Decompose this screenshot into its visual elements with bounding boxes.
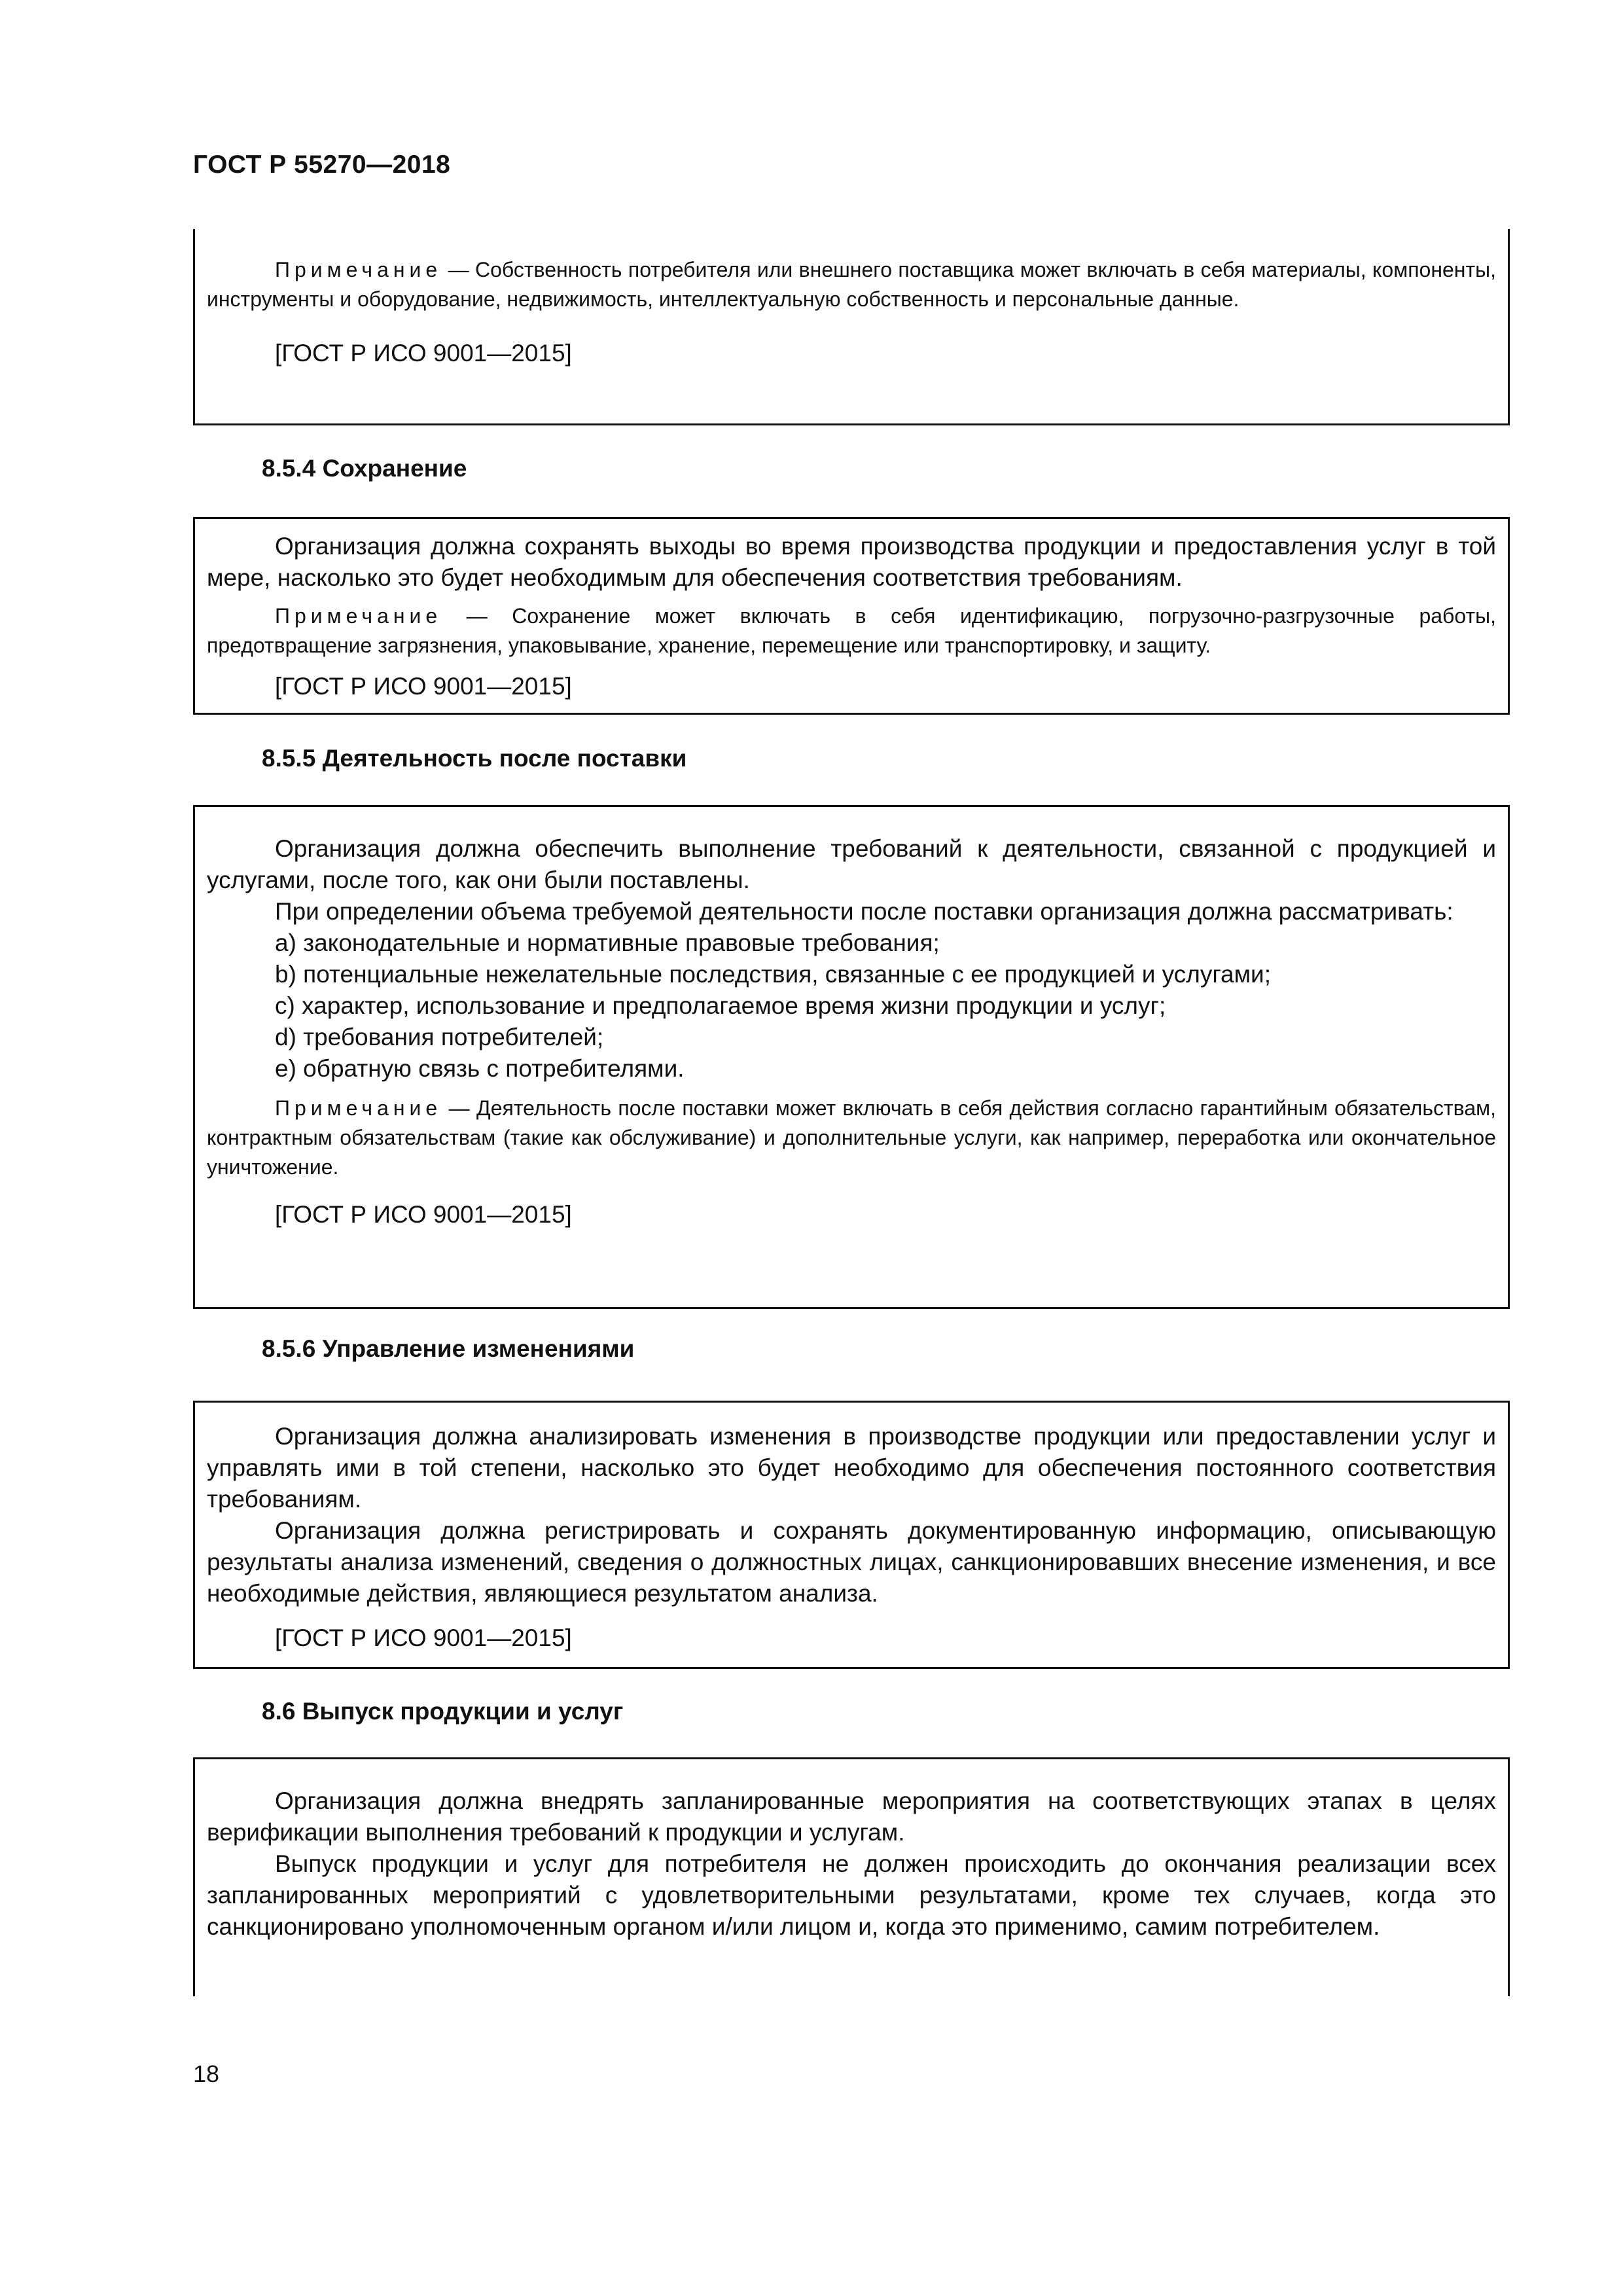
note-label: Примечание bbox=[275, 1096, 442, 1120]
note-paragraph bbox=[207, 1094, 1496, 1182]
requirement-paragraph: Организация должна сохранять выходы во время производства продукции и предоставления услуг в той мере, насколько это будет необходимым для обеспечения соответствия требованиям. bbox=[207, 533, 1496, 591]
quoted-requirement-box-8-6 bbox=[193, 1757, 1510, 1996]
note-label: Примечание bbox=[275, 604, 442, 628]
reference-citation: [ГОСТ Р ИСО 9001—2015] bbox=[275, 340, 572, 367]
note-text: — Деятельность после поставки может включать в себя действия согласно гарантийным обязательствам, контрактным обязательствам (такие как обслуживание) и дополнительные услуги, как например, переработка или окончательное уничтожение. bbox=[207, 1096, 1496, 1179]
section-heading-8-5-6: 8.5.6 Управление изменениями bbox=[262, 1335, 635, 1362]
note-label: Примечание bbox=[275, 258, 442, 281]
list-item: c) характер, использование и предполагаемое время жизни продукции и услуг; bbox=[275, 992, 1166, 1019]
quoted-requirement-box-8-5-5 bbox=[193, 805, 1510, 1309]
document-header: ГОСТ Р 55270—2018 bbox=[193, 151, 451, 179]
list-item: e) обратную связь с потребителями. bbox=[275, 1055, 685, 1082]
page-number: 18 bbox=[193, 2060, 220, 2087]
section-heading-8-6: 8.6 Выпуск продукции и услуг bbox=[262, 1698, 624, 1725]
quoted-requirement-box-8-5-4 bbox=[193, 517, 1510, 715]
requirement-paragraph: Организация должна регистрировать и сохранять документированную информацию, описывающую результаты анализа изменений, сведения о должностных лицах, санкционировавших внесение изменения, и все необходимые действия, являющиеся результатом анализа. bbox=[207, 1517, 1496, 1607]
requirement-paragraph: Организация должна внедрять запланированные мероприятия на соответствующих этапах в целях верификации выполнения требований к продукции и услугам. bbox=[207, 1787, 1496, 1846]
section-heading-8-5-5: 8.5.5 Деятельность после поставки bbox=[262, 745, 687, 772]
reference-citation: [ГОСТ Р ИСО 9001—2015] bbox=[275, 1624, 572, 1651]
requirement-paragraph: Организация должна анализировать изменения в производстве продукции или предоставлении услуг и управлять ими в той степени, насколько это будет необходимо для обеспечения постоянного соответствия требованиям. bbox=[207, 1423, 1496, 1513]
note-paragraph bbox=[207, 601, 1496, 660]
section-heading-8-5-4: 8.5.4 Сохранение bbox=[262, 455, 467, 482]
requirement-paragraph: Организация должна обеспечить выполнение требований к деятельности, связанной с продукцией и услугами, после того, как они были поставлены. bbox=[207, 835, 1496, 893]
note-text: — Сохранение может включать в себя идентификацию, погрузочно-разгрузочные работы, предотвращение загрязнения, упаковывание, хранение, перемещение или транспортировку, и защиту. bbox=[207, 604, 1496, 657]
quoted-requirement-box-8-5-6 bbox=[193, 1401, 1510, 1669]
list-item: d) требования потребителей; bbox=[275, 1024, 604, 1050]
list-item: b) потенциальные нежелательные последствия, связанные с ее продукцией и услугами; bbox=[275, 961, 1271, 988]
note-text: — Собственность потребителя или внешнего поставщика может включать в себя материалы, компоненты, инструменты и оборудование, недвижимость, интеллектуальную собственность и персональные данные. bbox=[207, 258, 1496, 311]
requirement-paragraph: Выпуск продукции и услуг для потребителя не должен происходить до окончания реализации всех запланированных мероприятий с удовлетворительными результатами, кроме тех случаев, когда это санкционировано уполномоченным органом и/или лицом и, когда это применимо, самим потребителем. bbox=[207, 1850, 1496, 1940]
reference-citation: [ГОСТ Р ИСО 9001—2015] bbox=[275, 1201, 572, 1228]
requirement-paragraph: При определении объема требуемой деятельности после поставки организация должна рассматривать: bbox=[275, 898, 1454, 925]
note-paragraph bbox=[207, 255, 1496, 314]
list-item: a) законодательные и нормативные правовые требования; bbox=[275, 929, 940, 956]
reference-citation: [ГОСТ Р ИСО 9001—2015] bbox=[275, 673, 572, 700]
quoted-requirement-box-1 bbox=[193, 229, 1510, 425]
